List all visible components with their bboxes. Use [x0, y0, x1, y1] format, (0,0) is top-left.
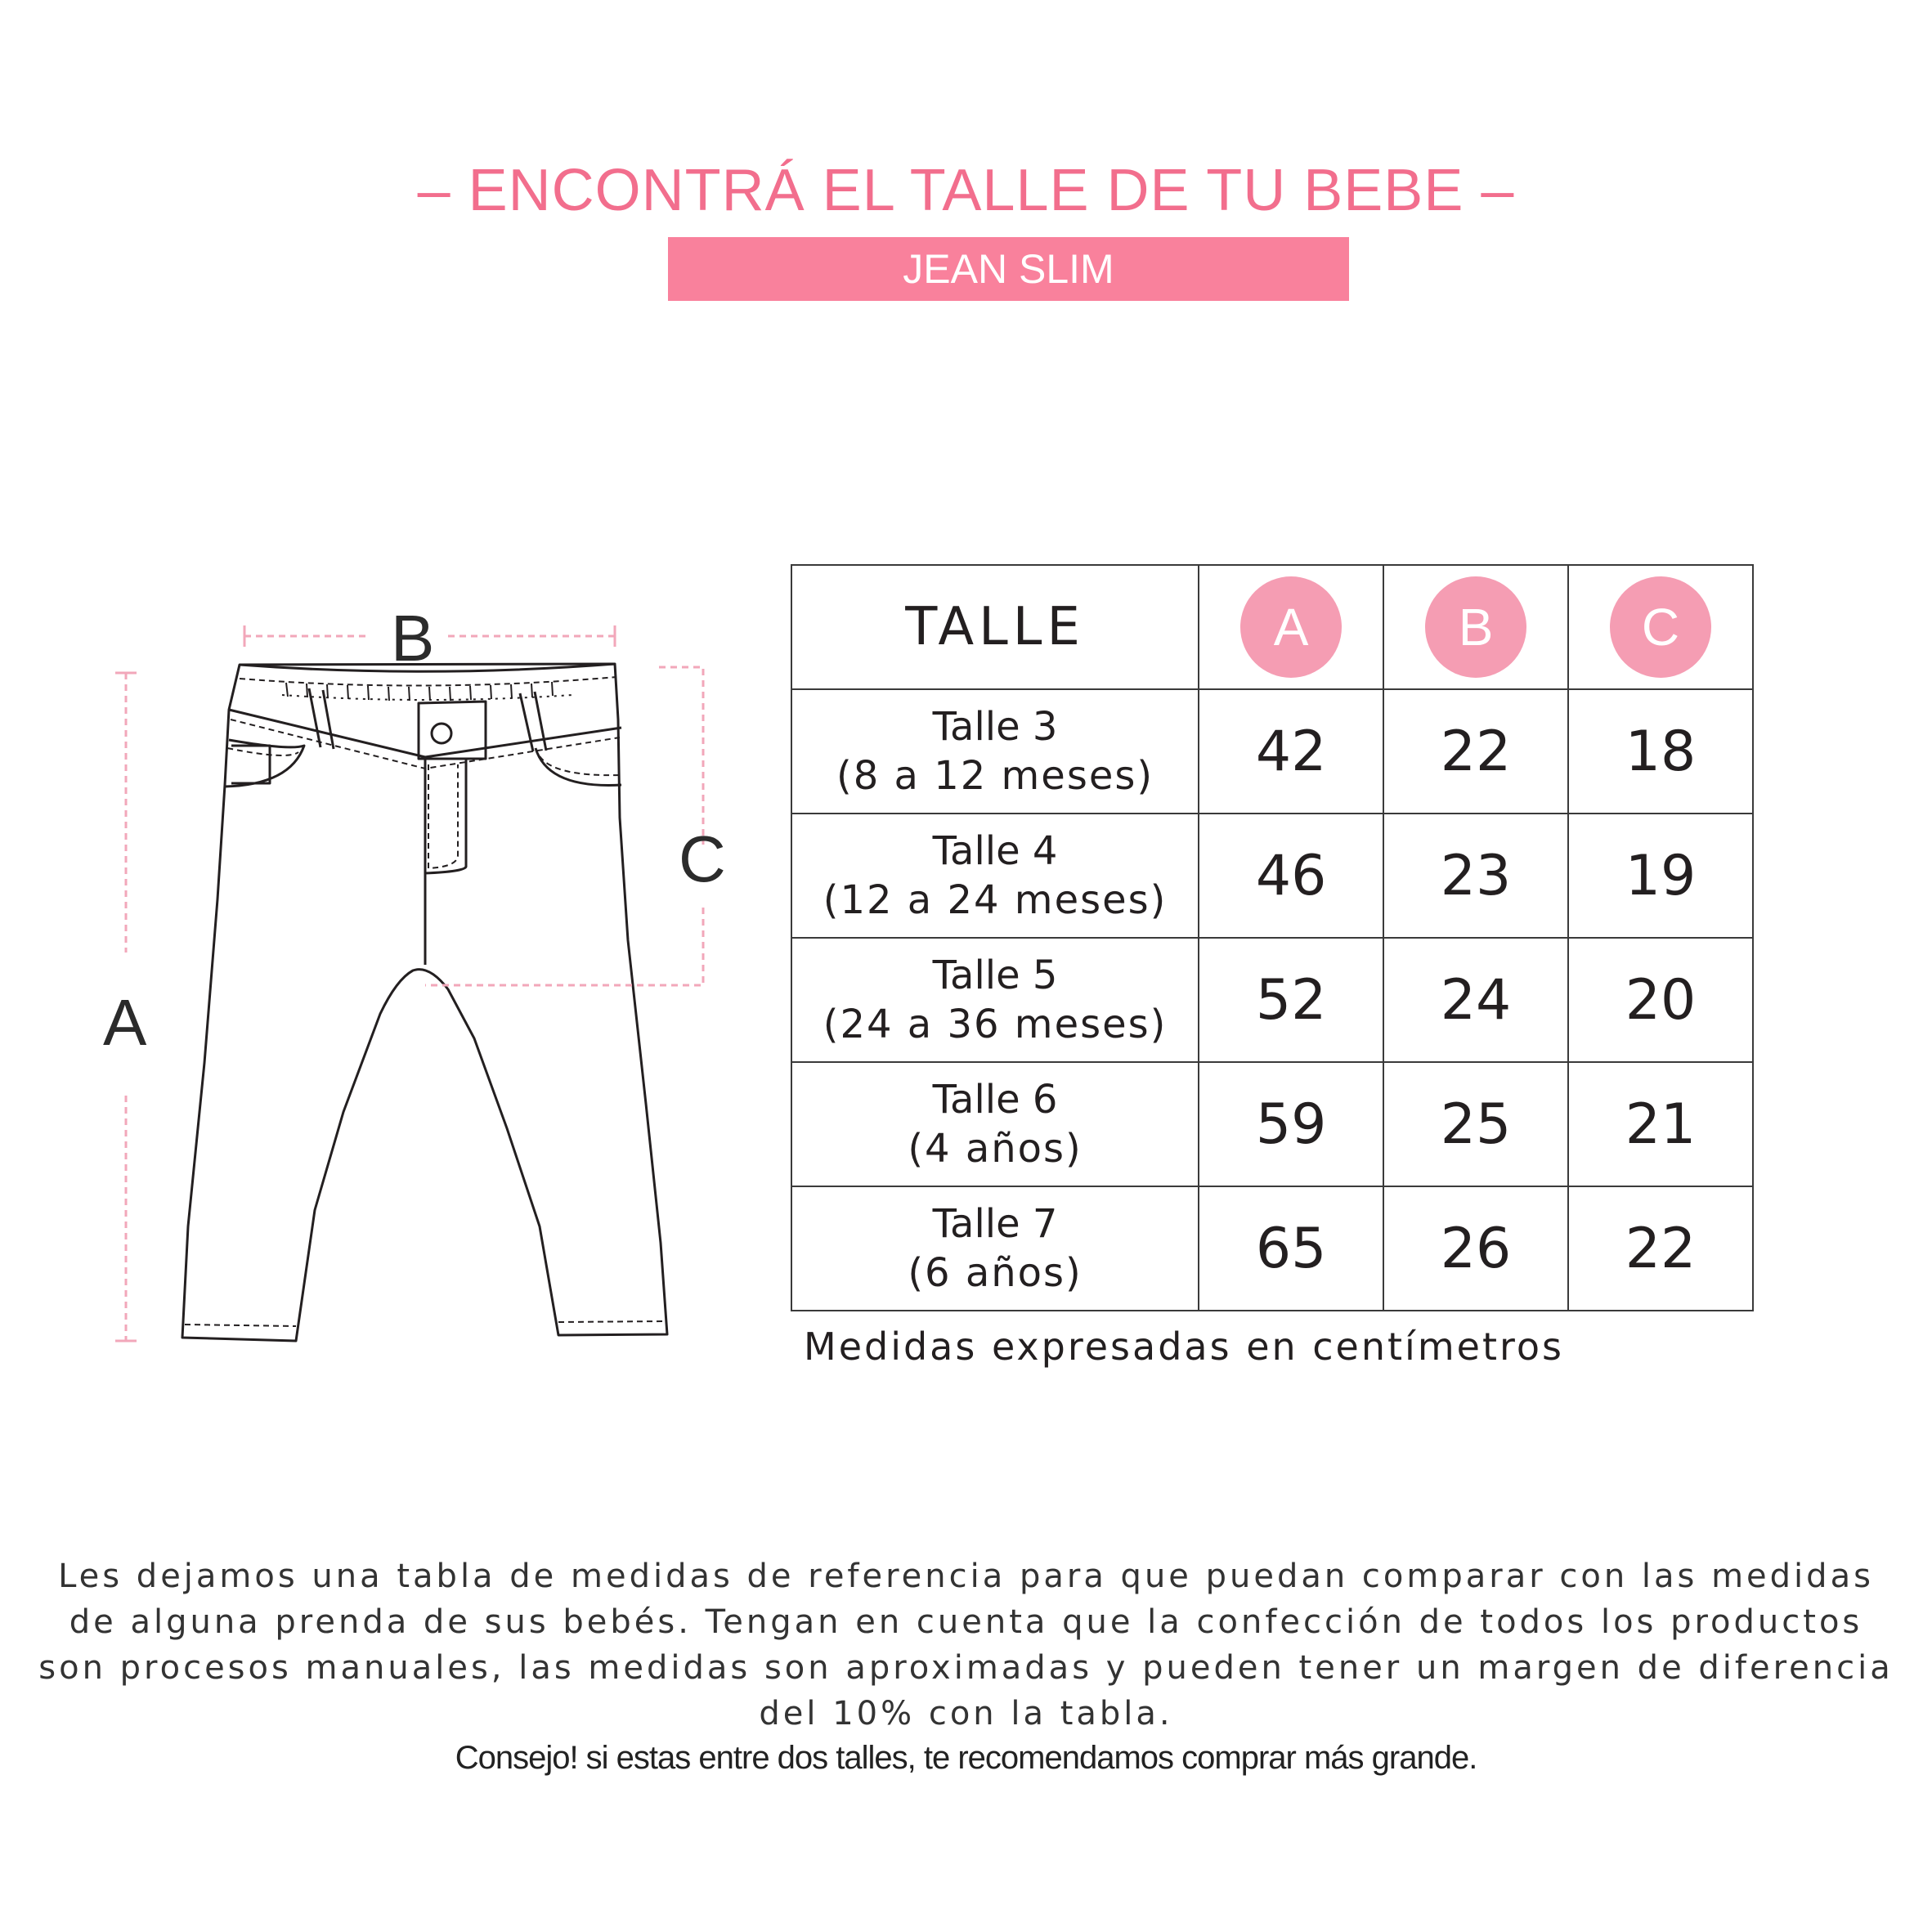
product-banner: JEAN SLIM [668, 237, 1349, 301]
dimension-label-b: B [391, 602, 435, 675]
size-name: Talle 3 [932, 704, 1058, 750]
value-c: 20 [1568, 938, 1753, 1062]
size-name: Talle 7 [932, 1201, 1058, 1247]
dimension-label-c: C [679, 823, 726, 895]
value-b: 22 [1383, 689, 1568, 814]
header-c [1568, 565, 1753, 689]
belt-loop-left [309, 688, 334, 749]
size-cell [791, 689, 1199, 814]
coin-pocket [231, 746, 270, 783]
value-a: 52 [1199, 938, 1383, 1062]
value-b: 24 [1383, 938, 1568, 1062]
header-b-badge: B [1425, 576, 1526, 678]
size-name: Talle 5 [932, 953, 1058, 998]
size-cell [791, 938, 1199, 1062]
value-a: 65 [1199, 1186, 1383, 1311]
value-b: 23 [1383, 814, 1568, 938]
size-cell [791, 1186, 1199, 1311]
size-age: (24 a 36 meses) [823, 1002, 1168, 1047]
size-age: (12 a 24 meses) [823, 877, 1168, 923]
header-a-badge: A [1240, 576, 1342, 678]
size-name: Talle 6 [932, 1077, 1058, 1123]
size-age: (4 años) [908, 1126, 1083, 1172]
table-header-row [791, 565, 1753, 689]
pants-outline [182, 664, 667, 1341]
reference-note: Les dejamos una tabla de medidas de referencia para que puedan comparar con las medidas de alguna prenda de sus bebés. Tengan en cuenta que la confección de todos los productos son procesos manuales, las medidas son aproximadas y pueden tener un margen de diferencia del 10% con la tabla. [38, 1558, 1894, 1733]
header-talle: TALLE [791, 565, 1199, 689]
units-note: Medidas expresadas en centímetros [804, 1325, 1564, 1369]
size-name: Talle 4 [932, 828, 1058, 874]
value-a: 59 [1199, 1062, 1383, 1186]
dimension-label-a: A [103, 986, 147, 1059]
pocket-left [225, 740, 304, 787]
size-tip: Consejo! si estas entre dos talles, te recomendamos comprar más grande. [455, 1740, 1477, 1776]
belt-loop-right [520, 692, 546, 751]
value-c: 21 [1568, 1062, 1753, 1186]
value-c: 22 [1568, 1186, 1753, 1311]
waistband-bottom [229, 710, 621, 757]
button-tab [419, 702, 486, 759]
header-b [1383, 565, 1568, 689]
size-cell [791, 814, 1199, 938]
size-table [791, 564, 1754, 1311]
value-c: 19 [1568, 814, 1753, 938]
button [432, 724, 451, 743]
value-b: 26 [1383, 1186, 1568, 1311]
table-row [791, 1186, 1753, 1311]
value-a: 46 [1199, 814, 1383, 938]
size-age: (6 años) [908, 1250, 1083, 1296]
value-a: 42 [1199, 689, 1383, 814]
value-b: 25 [1383, 1062, 1568, 1186]
size-age: (8 a 12 meses) [836, 753, 1154, 799]
pocket-right [536, 748, 621, 785]
size-cell [791, 1062, 1199, 1186]
table-row [791, 938, 1753, 1062]
header-c-badge: C [1610, 576, 1711, 678]
header-a [1199, 565, 1383, 689]
table-row [791, 814, 1753, 938]
table-row [791, 689, 1753, 814]
dimension-line-c [425, 667, 703, 985]
fly [425, 759, 466, 965]
page-title: – ENCONTRÁ EL TALLE DE TU BEBE – [417, 158, 1515, 223]
value-c: 18 [1568, 689, 1753, 814]
table-row [791, 1062, 1753, 1186]
